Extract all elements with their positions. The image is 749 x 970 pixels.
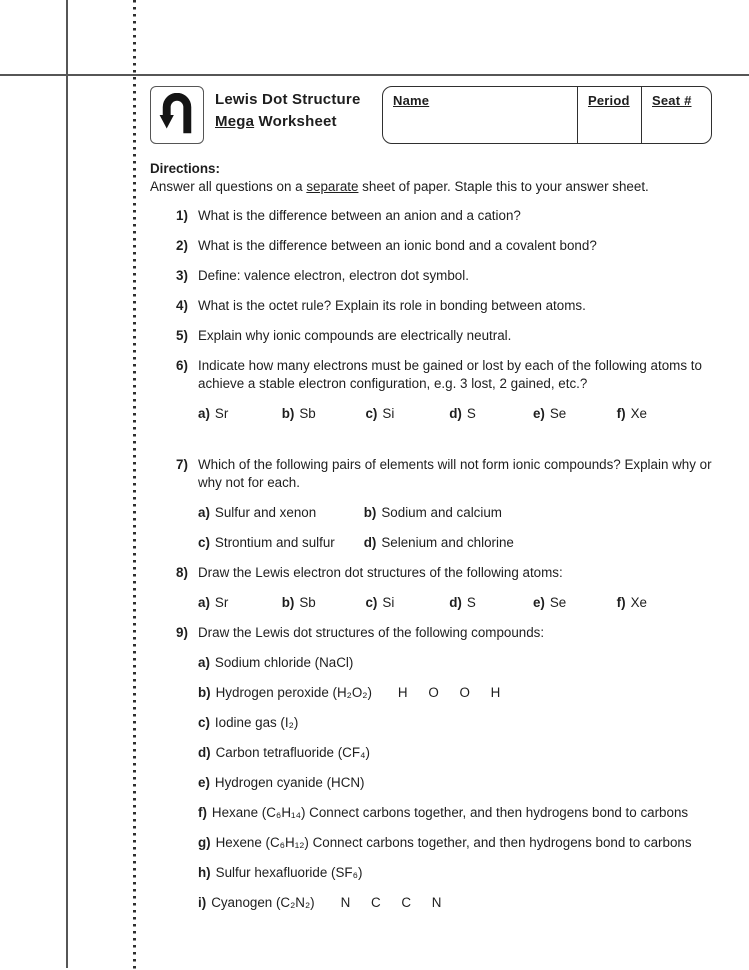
question-8 xyxy=(176,564,712,612)
name-field[interactable] xyxy=(383,87,577,143)
title-line2 xyxy=(215,111,382,133)
question-row xyxy=(176,564,712,582)
margin-vertical-line xyxy=(66,0,68,968)
option-element: Xe xyxy=(630,406,647,421)
question-9 xyxy=(176,624,712,912)
option-letter: e) xyxy=(532,595,545,610)
question-2 xyxy=(176,237,712,255)
compound-row-i xyxy=(198,894,712,912)
question-text: Draw the Lewis electron dot structures of the following atoms: xyxy=(198,565,563,580)
period-label: Period xyxy=(588,93,630,108)
option-letter: e) xyxy=(532,406,545,421)
compound-text: Iodine gas (I₂) xyxy=(214,715,299,730)
question-6 xyxy=(176,357,712,423)
option-element: Xe xyxy=(630,595,647,610)
question-row xyxy=(176,357,712,393)
compound-letter: c) xyxy=(198,715,210,730)
compound-row-b xyxy=(198,684,712,702)
option-cell xyxy=(198,405,278,423)
question-row xyxy=(176,624,712,642)
directions-text-after: sheet of paper. Staple this to your answer sheet. xyxy=(358,179,649,194)
question-text: Explain why ionic compounds are electrically neutral. xyxy=(198,328,512,343)
question-number: 2) xyxy=(176,238,188,253)
option-cell xyxy=(198,594,278,612)
seat-field[interactable] xyxy=(641,87,711,143)
pair-text: Strontium and sulfur xyxy=(214,535,335,550)
pair-text: Sodium and calcium xyxy=(381,505,502,520)
question-text: Define: valence electron, electron dot symbol. xyxy=(198,268,469,283)
name-label: Name xyxy=(393,93,430,108)
question-number: 1) xyxy=(176,208,188,223)
option-cell xyxy=(282,594,362,612)
option-cell xyxy=(449,405,529,423)
question-1 xyxy=(176,207,712,225)
option-cell xyxy=(365,405,445,423)
compound-text: Hexene (C₆H₁₂) Connect carbons together, and then hydrogens bond to carbons xyxy=(215,835,692,850)
compound-text: Hydrogen peroxide (H₂O₂) xyxy=(215,685,372,700)
compound-letter: b) xyxy=(198,685,211,700)
compound-row-d xyxy=(198,744,712,762)
question-text: What is the difference between an anion and a cation? xyxy=(198,208,521,223)
question-number: 6) xyxy=(176,358,188,373)
option-element: S xyxy=(466,406,476,421)
option-element: S xyxy=(466,595,476,610)
compound-atoms: N C C N xyxy=(340,895,442,910)
option-letter: b) xyxy=(281,595,295,610)
compound-row-c xyxy=(198,714,712,732)
compound-letter: h) xyxy=(198,865,211,880)
compound-row-e xyxy=(198,774,712,792)
compound-letter: d) xyxy=(198,745,211,760)
option-element: Sr xyxy=(214,595,229,610)
pair-letter: d) xyxy=(363,535,377,550)
question-text: What is the difference between an ionic bond and a covalent bond? xyxy=(198,238,597,253)
pair-cell xyxy=(364,504,526,522)
question-list xyxy=(176,207,712,912)
question-7 xyxy=(176,456,712,552)
compound-row-f xyxy=(198,804,712,822)
compound-row-g xyxy=(198,834,712,852)
compound-row-a xyxy=(198,654,712,672)
question-row xyxy=(176,327,712,345)
question-row xyxy=(176,456,712,492)
question-number: 5) xyxy=(176,328,188,343)
pair-cell xyxy=(198,504,360,522)
margin-horizontal-line xyxy=(0,74,749,76)
compound-text: Sodium chloride (NaCl) xyxy=(214,655,354,670)
option-element: Si xyxy=(382,406,395,421)
title-line2-rest: Worksheet xyxy=(254,112,337,130)
question-row xyxy=(176,237,712,255)
compound-letter: f) xyxy=(198,805,207,820)
logo-box xyxy=(150,86,204,144)
question-7-pairs-row-2 xyxy=(198,534,712,552)
question-row xyxy=(176,267,712,285)
option-cell xyxy=(617,594,647,612)
compound-text: Sulfur hexafluoride (SF₆) xyxy=(215,865,363,880)
worksheet-header xyxy=(150,86,712,144)
question-number: 8) xyxy=(176,565,188,580)
worksheet-title xyxy=(215,86,382,133)
option-letter: d) xyxy=(449,595,462,610)
question-3 xyxy=(176,267,712,285)
question-text: Draw the Lewis dot structures of the following compounds: xyxy=(198,625,545,640)
pair-cell xyxy=(198,534,360,552)
directions-text xyxy=(150,178,712,196)
pair-cell xyxy=(364,534,526,552)
option-element: Se xyxy=(549,406,567,421)
pair-letter: b) xyxy=(363,505,377,520)
option-letter: f) xyxy=(616,406,626,421)
question-row xyxy=(176,207,712,225)
directions-text-underlined: separate xyxy=(306,179,359,194)
question-text: What is the octet rule? Explain its role in bonding between atoms. xyxy=(198,298,586,313)
seat-label: Seat # xyxy=(652,93,692,108)
option-letter: c) xyxy=(365,595,378,610)
directions-text-before: Answer all questions on a xyxy=(150,179,307,194)
option-cell xyxy=(282,405,362,423)
option-cell xyxy=(365,594,445,612)
question-text: Indicate how many electrons must be gained or lost by each of the following atoms to achieve a stable electron configuration, e.g. 3 lost, 2 gained, etc.? xyxy=(198,358,702,391)
option-element: Si xyxy=(382,595,395,610)
compound-row-h xyxy=(198,864,712,882)
option-letter: c) xyxy=(365,406,378,421)
compound-letter: g) xyxy=(198,835,211,850)
question-number: 7) xyxy=(176,457,188,472)
question-number: 9) xyxy=(176,625,188,640)
compound-text: Hexane (C₆H₁₄) Connect carbons together, and then hydrogens bond to carbons xyxy=(211,805,689,820)
option-cell xyxy=(449,594,529,612)
question-number: 3) xyxy=(176,268,188,283)
question-number: 4) xyxy=(176,298,188,313)
pair-letter: c) xyxy=(198,535,210,550)
option-element: Sb xyxy=(299,595,316,610)
question-5 xyxy=(176,327,712,345)
compound-text: Carbon tetrafluoride (CF₄) xyxy=(215,745,370,760)
title-line1: Lewis Dot Structure xyxy=(215,91,361,108)
option-element: Sb xyxy=(299,406,316,421)
compound-letter: a) xyxy=(198,655,210,670)
period-field[interactable] xyxy=(577,87,641,143)
question-row xyxy=(176,297,712,315)
option-letter: d) xyxy=(449,406,462,421)
compound-atoms: H O O H xyxy=(397,685,501,700)
option-cell xyxy=(533,405,613,423)
worksheet-content xyxy=(150,86,712,924)
option-element: Se xyxy=(549,595,567,610)
option-cell xyxy=(533,594,613,612)
question-text: Which of the following pairs of elements will not form ionic compounds? Explain why or why not for each. xyxy=(198,457,712,490)
student-info-box xyxy=(382,86,712,144)
compound-text: Cyanogen (C₂N₂) xyxy=(211,895,315,910)
pair-text: Sulfur and xenon xyxy=(214,505,317,520)
compound-letter: e) xyxy=(198,775,210,790)
option-cell xyxy=(617,405,647,423)
binding-dotted-line xyxy=(133,0,136,970)
compound-letter: i) xyxy=(198,895,207,910)
option-letter: f) xyxy=(616,595,626,610)
option-element: Sr xyxy=(214,406,229,421)
directions-section xyxy=(150,160,712,196)
question-6-options xyxy=(198,405,712,423)
pair-text: Selenium and chlorine xyxy=(381,535,514,550)
question-8-options xyxy=(198,594,712,612)
u-turn-arrow-icon xyxy=(158,93,196,137)
question-7-pairs-row-1 xyxy=(198,504,712,522)
compound-text: Hydrogen cyanide (HCN) xyxy=(214,775,365,790)
pair-letter: a) xyxy=(198,505,210,520)
option-letter: a) xyxy=(198,595,210,610)
option-letter: a) xyxy=(198,406,210,421)
option-letter: b) xyxy=(281,406,295,421)
directions-heading: Directions: xyxy=(150,161,220,176)
question-4 xyxy=(176,297,712,315)
title-mega: Mega xyxy=(215,112,255,130)
